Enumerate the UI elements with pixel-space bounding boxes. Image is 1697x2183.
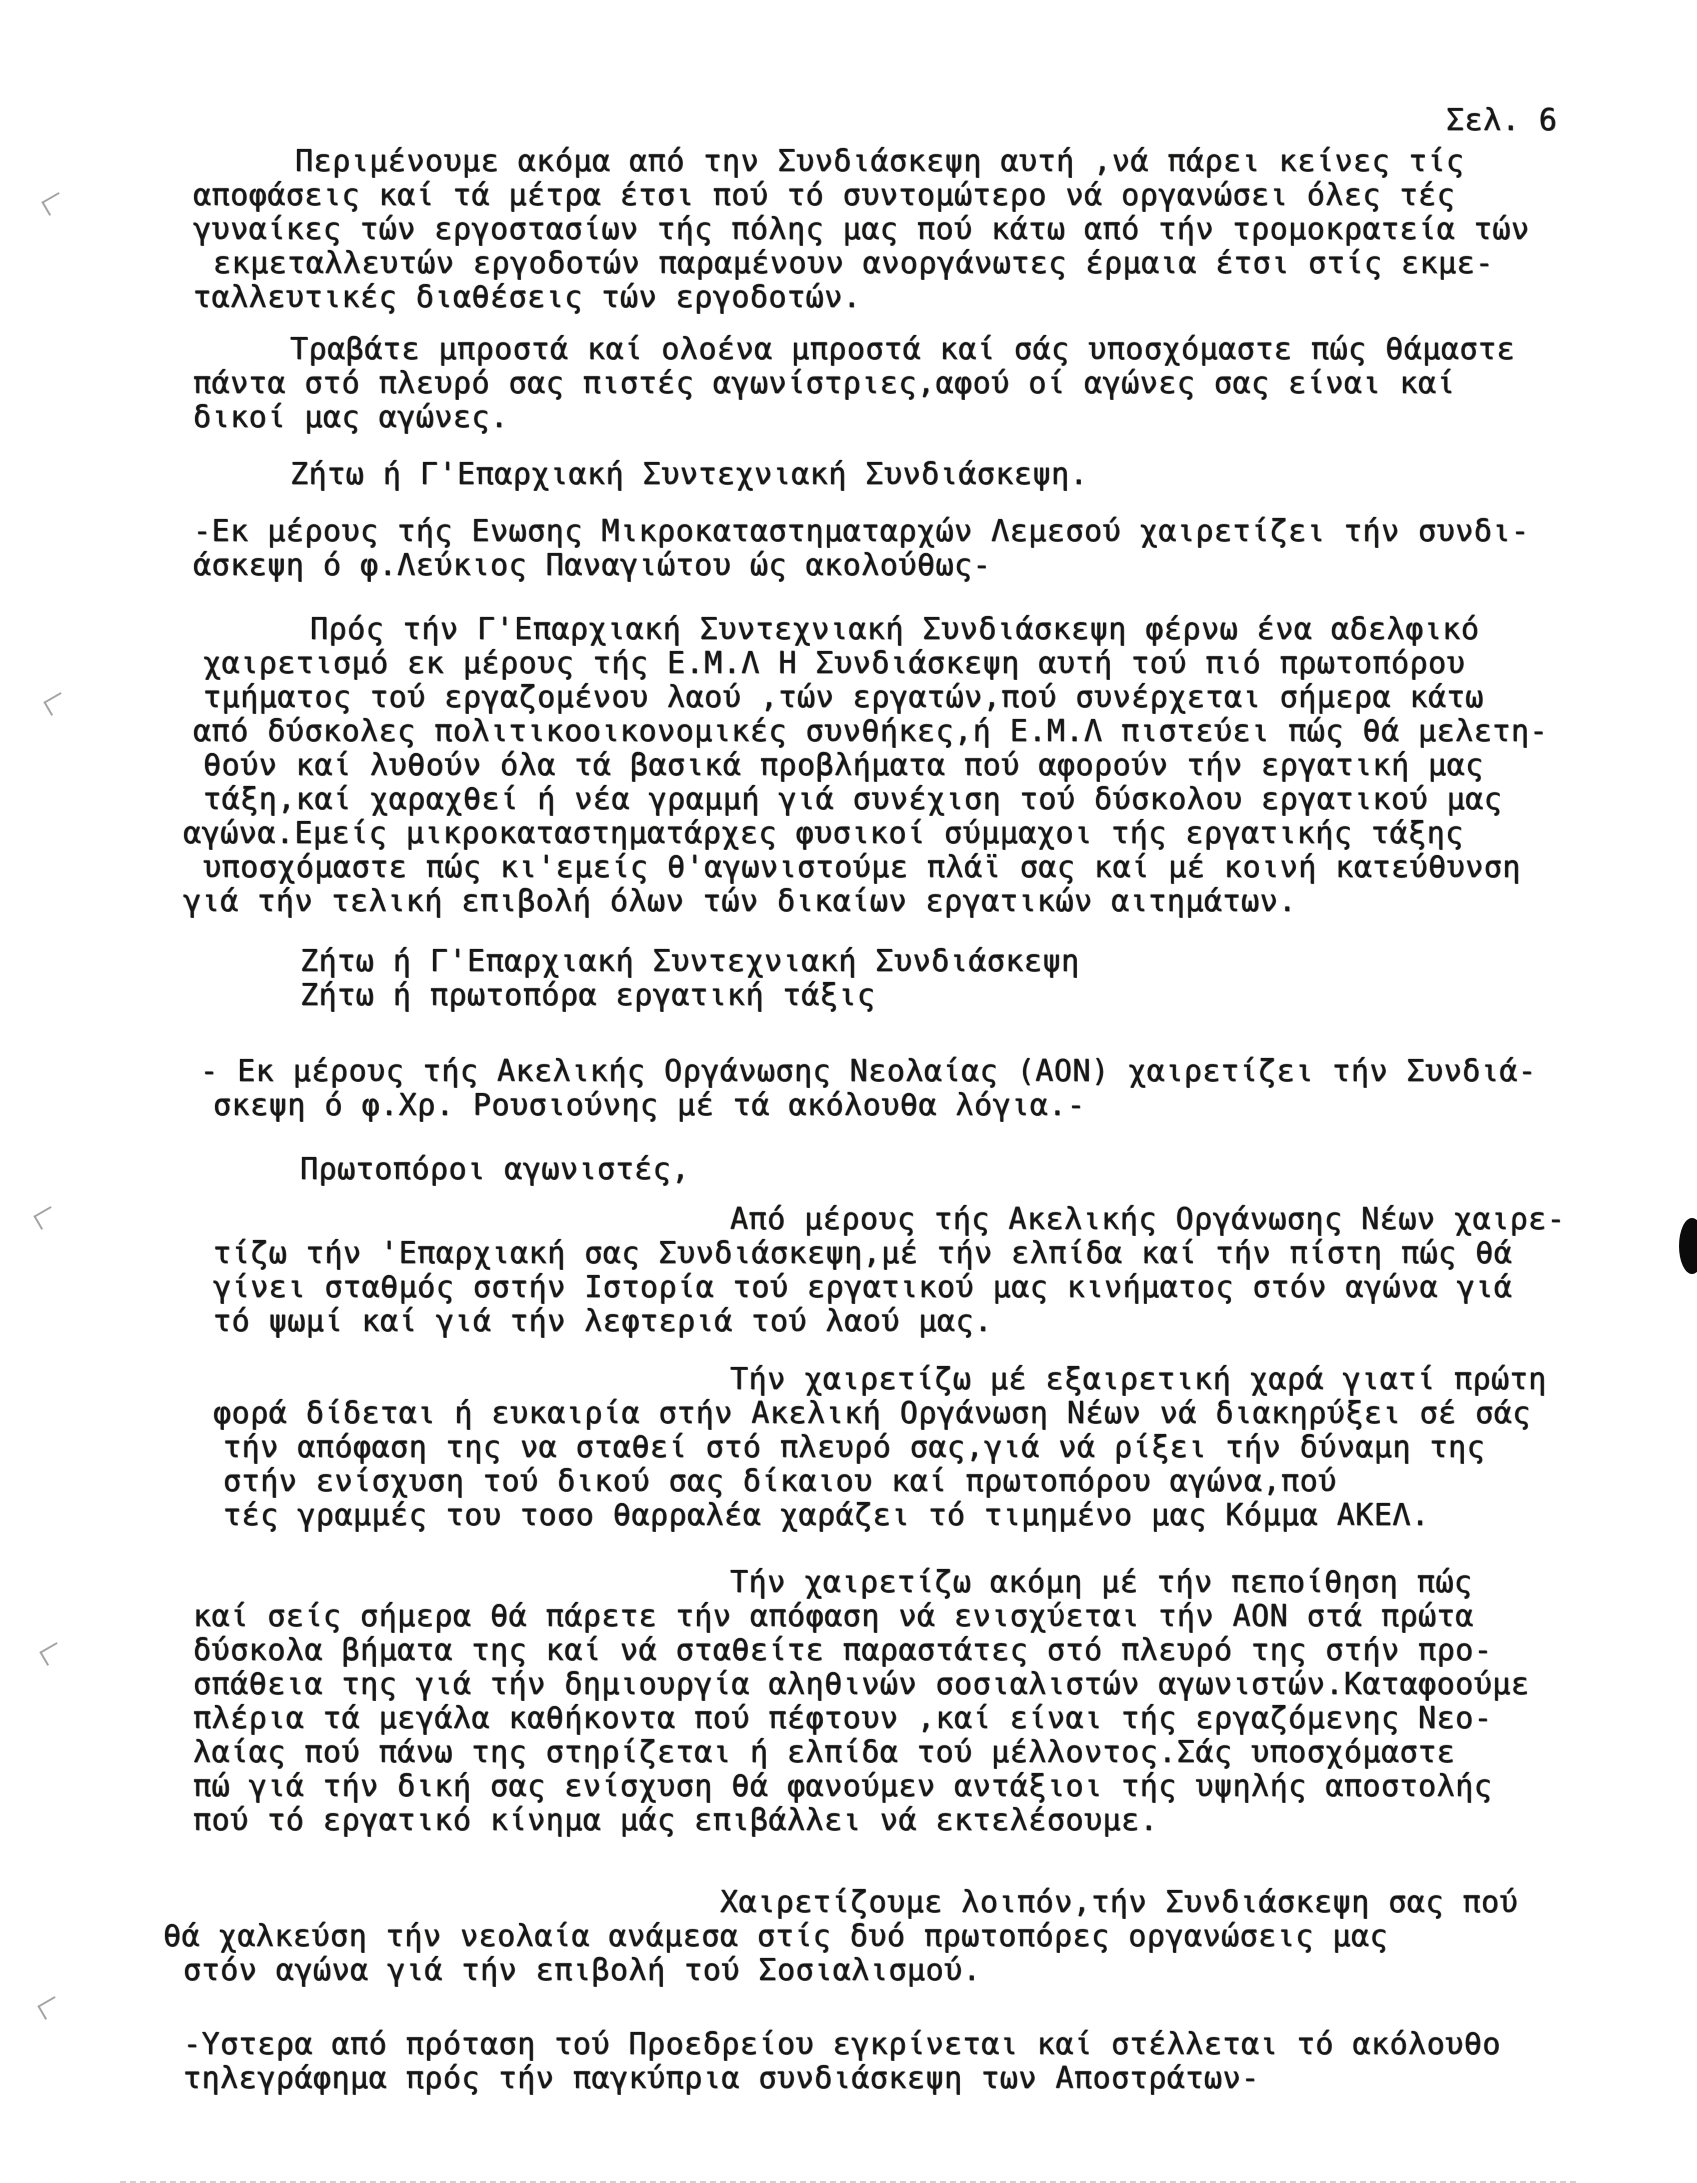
text-line: -Εκ μέρους τής Ενωσης Μικροκαταστηματαρχών Λεμεσού χαιρετίζει τήν συνδι- — [193, 514, 1530, 549]
text-line: δικοί μας αγώνες. — [193, 400, 509, 435]
text-line: πώ γιά τήν δική σας ενίσχυση θά φανούμεν αντάξιοι τής υψηλής αποστολής — [193, 1769, 1493, 1804]
margin-mark — [39, 1642, 64, 1666]
margin-mark — [41, 192, 66, 216]
text-line: λαίας πού πάνω της στηρίζεται ή ελπίδα τού μέλλοντος.Σάς υποσχόμαστε — [193, 1735, 1456, 1770]
text-line: τήν απόφαση της να σταθεί στό πλευρό σας,γιά νά ρίξει τήν δύναμη της — [223, 1430, 1486, 1465]
text-line: πάντα στό πλευρό σας πιστές αγωνίστριες,αφού οί αγώνες σας είναι καί — [193, 366, 1456, 401]
text-line: Τήν χαιρετίζω ακόμη μέ τήν πεποίθηση πώς — [730, 1565, 1473, 1600]
text-line: τές γραμμές του τοσο θαρραλέα χαράζει τό τιμημένο μας Κόμμα ΑΚΕΛ. — [223, 1498, 1430, 1533]
text-line: Περιμένουμε ακόμα από την Συνδιάσκεψη αυτή ,νά πάρει κείνες τίς — [295, 144, 1465, 179]
text-line: χαιρετισμό εκ μέρους τής Ε.Μ.Λ Η Συνδιάσκεψη αυτή τού πιό πρωτοπόρου — [203, 646, 1466, 681]
text-line: Τήν χαιρετίζω μέ εξαιρετική χαρά γιατί πρώτη — [730, 1362, 1547, 1397]
margin-mark — [43, 692, 68, 716]
text-line: αγώνα.Εμείς μικροκαταστηματάρχες φυσικοί σύμμαχοι τής εργατικής τάξης — [183, 816, 1464, 851]
text-line: Ζήτω ή Γ'Επαρχιακή Συντεχνιακή Συνδιάσκεψη — [300, 944, 1080, 979]
text-line: αποφάσεις καί τά μέτρα έτσι πού τό συντομώτερο νά οργανώσει όλες τές — [193, 178, 1456, 213]
text-line: τμήματος τού εργαζομένου λαού ,τών εργατών,πού συνέρχεται σήμερα κάτω — [203, 680, 1484, 715]
text-line: Ζήτω ή πρωτοπόρα εργατική τάξις — [300, 978, 876, 1013]
text-line: φορά δίδεται ή ευκαιρία στήν Ακελική Οργάνωση Νέων νά διακηρύξει σέ σάς — [213, 1396, 1531, 1431]
text-line: Πρός τήν Γ'Επαρχιακή Συντεχνιακή Συνδιάσκεψη φέρνω ένα αδελφικό — [310, 612, 1480, 647]
text-line: τηλεγράφημα πρός τήν παγκύπρια συνδιάσκεψη των Αποστράτων- — [183, 2061, 1260, 2096]
punch-hole — [1679, 1218, 1697, 1274]
text-line: γιά τήν τελική επιβολή όλων τών δικαίων εργατικών αιτημάτων. — [183, 884, 1297, 919]
text-line: στήν ενίσχυση τού δικού σας δίκαιου καί πρωτοπόρου αγώνα,πού — [223, 1464, 1337, 1499]
page-number: Σελ. 6 — [1446, 103, 1558, 138]
text-line: άσκεψη ό φ.Λεύκιος Παναγιώτου ώς ακολούθως- — [193, 548, 992, 583]
text-line: από δύσκολες πολιτικοοικονομικές συνθήκες,ή Ε.Μ.Λ πιστεύει πώς θά μελετη- — [193, 714, 1548, 749]
text-line: δύσκολα βήματα της καί νά σταθείτε παραστάτες στό πλευρό της στήν προ- — [193, 1633, 1493, 1668]
text-line: γίνει σταθμός σστήν Ιστορία τού εργατικού μας κινήματος στόν αγώνα γιά — [213, 1270, 1513, 1305]
text-line: γυναίκες τών εργοστασίων τής πόλης μας πού κάτω από τήν τρομοκρατεία τών — [193, 212, 1530, 247]
text-line: Τραβάτε μπροστά καί ολοένα μπροστά καί σάς υποσχόμαστε πώς θάμαστε — [290, 332, 1516, 367]
margin-mark — [33, 1206, 58, 1230]
text-line: ταλλευτικές διαθέσεις τών εργοδοτών. — [193, 280, 862, 315]
text-line: -Υστερα από πρόταση τού Προεδρείου εγκρίνεται καί στέλλεται τό ακόλουθο — [183, 2027, 1501, 2062]
text-line: τάξη,καί χαραχθεί ή νέα γραμμή γιά συνέχιση τού δύσκολου εργατικού μας — [203, 782, 1503, 817]
text-line: σκεψη ό φ.Χρ. Ρουσιούνης μέ τά ακόλουθα λόγια.- — [213, 1088, 1086, 1123]
text-line: τίζω τήν 'Επαρχιακή σας Συνδιάσκεψη,μέ τήν ελπίδα καί τήν πίστη πώς θά — [213, 1236, 1513, 1271]
text-line: τό ψωμί καί γιά τήν λεφτεριά τού λαού μας. — [213, 1304, 993, 1339]
text-line: πλέρια τά μεγάλα καθήκοντα πού πέφτουν ,καί είναι τής εργαζόμενης Νεο- — [193, 1701, 1493, 1736]
text-line: Από μέρους τής Ακελικής Οργάνωσης Νέων χαιρε- — [730, 1202, 1566, 1237]
text-line: σπάθεια της γιά τήν δημιουργία αληθινών σοσιαλιστών αγωνιστών.Καταφοούμε — [193, 1667, 1530, 1702]
text-line: εκμεταλλευτών εργοδοτών παραμένουν ανοργάνωτες έρμαια έτσι στίς εκμε- — [213, 246, 1494, 281]
text-line: Πρωτοπόροι αγωνιστές, — [300, 1152, 690, 1187]
text-line: Ζήτω ή Γ'Επαρχιακή Συντεχνιακή Συνδιάσκεψη. — [290, 457, 1089, 492]
text-line: στόν αγώνα γιά τήν επιβολή τού Σοσιαλισμού. — [183, 1953, 982, 1988]
text-line: πού τό εργατικό κίνημα μάς επιβάλλει νά εκτελέσουμε. — [193, 1803, 1159, 1838]
text-line: υποσχόμαστε πώς κι'εμείς θ'αγωνιστούμε πλάϊ σας καί μέ κοινή κατεύθυνση — [203, 850, 1521, 885]
text-line: Χαιρετίζουμε λοιπόν,τήν Συνδιάσκεψη σας πού — [720, 1885, 1519, 1920]
margin-mark — [37, 1996, 62, 2020]
text-line: - Εκ μέρους τής Ακελικής Οργάνωσης Νεολαίας (ΑΟΝ) χαιρετίζει τήν Συνδιά- — [200, 1054, 1537, 1089]
text-line: καί σείς σήμερα θά πάρετε τήν απόφαση νά ενισχύεται τήν ΑΟΝ στά πρώτα — [193, 1599, 1474, 1634]
text-line: θά χαλκεύση τήν νεολαία ανάμεσα στίς δυό πρωτοπόρες οργανώσεις μας — [163, 1919, 1389, 1954]
text-line: θούν καί λυθούν όλα τά βασικά προβλήματα πού αφορούν τήν εργατική μας — [203, 748, 1484, 783]
